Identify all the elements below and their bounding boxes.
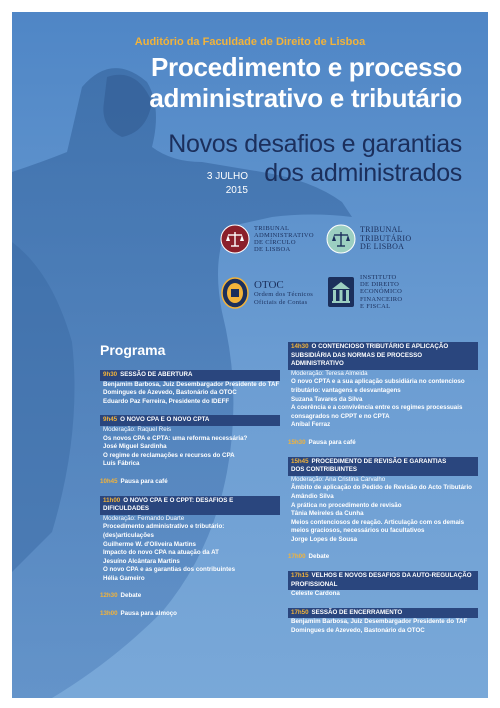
break-coffee-2 — [288, 439, 478, 448]
moderator: Moderação: Fernando Duarte — [103, 514, 185, 522]
otoc-text — [254, 280, 313, 305]
session-time: 17h50 — [291, 608, 309, 616]
session-cpa-cpta — [100, 415, 280, 469]
taf-seal-icon — [220, 224, 250, 254]
break-time: 13h00 — [100, 610, 118, 618]
event-date — [192, 170, 248, 198]
session-auto-regulacao — [288, 571, 478, 599]
session-title: VELHOS E NOVOS DESAFIOS DA AUTO-REGULAÇÃO — [311, 572, 472, 580]
debate-title: Debate — [308, 553, 330, 561]
speaker: Hélia Gameiro — [103, 574, 145, 582]
talk-title: Os novos CPA e CPTA: uma reforma necessária? — [103, 434, 248, 442]
speaker: Guilherme W. d'Oliveira Martins — [103, 540, 196, 548]
tt-line1: TRIBUNAL — [360, 225, 403, 235]
talk-title: tributário: vantagens e desvantagens — [291, 386, 401, 394]
talk-title: Procedimento administrativo e tributário: — [103, 523, 225, 531]
speaker: Luís Fábrica — [103, 460, 140, 468]
speaker: Jesuíno Alcântara Martins — [103, 557, 180, 565]
speaker: Amândio Silva — [291, 492, 334, 500]
session-title: O CONTENCIOSO TRIBUTÁRIO E APLICAÇÃO — [311, 343, 449, 350]
talk-title: O novo CPTA e a sua aplicação subsidiária no contencioso — [291, 378, 465, 386]
talk-title: (des)articulações — [103, 531, 154, 539]
session-time: 11h00 — [103, 496, 121, 504]
main-title-line2: administrativo e tributário — [149, 83, 462, 113]
programa-title: Programa — [100, 342, 166, 358]
session-cpa-cppt — [100, 496, 280, 584]
session-time: 15h45 — [291, 457, 309, 465]
logo-taf — [220, 224, 314, 254]
talk-title: Meios contenciosos de reação. Articulação com os demais — [291, 518, 465, 526]
otoc-seal-icon — [220, 276, 250, 310]
session-opening — [100, 370, 280, 406]
talk-title: O regime de reclamações e recursos do CPA — [103, 451, 235, 459]
talk-title: O novo CPA e as garantias dos contribuintes — [103, 566, 236, 574]
session-header — [288, 457, 478, 476]
main-title — [149, 52, 462, 114]
session-closing — [288, 608, 478, 636]
talk-title: Âmbito de aplicação do Pedido de Revisão do Acto Tributário — [291, 484, 472, 492]
subtitle-line1: Novos desafios e garantias — [168, 130, 462, 158]
session-title-cont: PROFISSIONAL — [291, 580, 338, 588]
moderator: Moderação: Ana Cristina Carvalho — [291, 475, 386, 483]
session-title: PROCEDIMENTO DE REVISÃO E GARANTIAS — [311, 457, 447, 465]
poster — [12, 12, 488, 698]
session-header — [288, 342, 478, 370]
logo-tt — [326, 224, 411, 254]
session-header — [100, 415, 280, 426]
break-title: Pausa para almoço — [120, 610, 177, 618]
debate-2 — [288, 553, 478, 562]
speaker: Tânia Meireles da Cunha — [291, 510, 364, 518]
talk-title: consagrados no CPPT e no CPTA — [291, 412, 390, 420]
speaker: Jorge Lopes de Sousa — [291, 535, 358, 543]
session-time: 9h45 — [103, 416, 118, 424]
taf-line4: DE LISBOA — [254, 246, 291, 254]
speaker: Celeste Cardona — [291, 590, 340, 598]
break-title: Pausa para café — [308, 438, 356, 446]
talk-title: A prática no procedimento de revisão — [291, 501, 402, 509]
speaker: Domingues de Azevedo, Bastonário da OTOC — [291, 627, 425, 635]
session-title: O NOVO CPA E O NOVO CPTA — [120, 416, 210, 424]
tt-seal-icon — [326, 224, 356, 254]
program-right-column — [288, 342, 478, 645]
break-coffee-1 — [100, 478, 280, 487]
subtitle-line2: dos administrados — [264, 159, 462, 187]
debate-1 — [100, 592, 280, 601]
session-header — [100, 370, 280, 381]
moderator: Moderação: Raquel Reis — [103, 425, 172, 433]
session-header — [288, 571, 478, 590]
session-title-cont: DOS CONTRIBUINTES — [291, 466, 358, 474]
ideff-line5: E FISCAL — [360, 302, 391, 310]
otoc-line2: Oficiais de Contas — [254, 298, 308, 306]
ideff-line1: INSTITUTO — [360, 274, 397, 281]
ideff-building-icon — [326, 275, 356, 309]
session-time: 9h30 — [103, 371, 118, 378]
taf-line1: TRIBUNAL — [254, 224, 290, 232]
speaker: Domingues de Azevedo, Bastonário da OTOC — [103, 389, 237, 397]
debate-time: 17h00 — [288, 553, 306, 561]
otoc-name: OTOC — [254, 279, 284, 292]
speaker: Eduardo Paz Ferreira, Presidente do IDEFF — [103, 397, 230, 405]
ideff-line2: DE DIREITO — [360, 281, 400, 289]
ideff-line4: FINANCEIRO — [360, 295, 403, 303]
session-title: SESSÃO DE ENCERRAMENTO — [311, 608, 403, 616]
break-lunch — [100, 610, 280, 619]
date-year: 2015 — [225, 185, 248, 196]
session-time: 14h30 — [291, 343, 309, 350]
ideff-line3: ECONÓMICO — [360, 288, 403, 296]
speaker: Aníbal Ferraz — [291, 421, 331, 429]
session-title-cont: SUBSIDIÁRIA DAS NORMAS DE PROCESSO ADMINISTRATIVO — [291, 351, 423, 368]
speaker: Suzana Tavares da Silva — [291, 395, 363, 403]
debate-title: Debate — [120, 592, 142, 600]
break-time: 15h30 — [288, 438, 306, 446]
session-title: SESSÃO DE ABERTURA — [120, 371, 193, 378]
debate-time: 12h30 — [100, 592, 118, 600]
tt-line2: TRIBUTÁRIO — [360, 233, 412, 243]
speaker: Benjamim Barbosa, Juiz Desembargador Presidente do TAF — [103, 380, 280, 388]
session-header — [100, 496, 280, 515]
taf-line2: ADMINISTRATIVO — [254, 231, 314, 239]
logo-ideff — [326, 274, 402, 310]
talk-title: Impacto do novo CPA na atuação da AT — [103, 549, 219, 557]
speaker: Benjamim Barbosa, Juiz Desembargador Presidente do TAF — [291, 618, 468, 626]
session-time: 17h15 — [291, 572, 309, 580]
talk-title: meios graciosos, necessários ou facultativos — [291, 527, 425, 535]
session-revisao — [288, 457, 478, 545]
ideff-name — [360, 274, 402, 310]
moderator: Moderação: Teresa Almeida — [291, 369, 368, 377]
date-day: 3 JULHO — [206, 171, 248, 182]
talk-title: A coerência e a convivência entre os regimes processuais — [291, 404, 463, 412]
break-title: Pausa para café — [120, 477, 168, 485]
venue: Auditório da Faculdade de Direito de Lisboa — [134, 36, 366, 48]
session-header — [288, 608, 478, 619]
otoc-line1: Ordem dos Técnicos — [254, 291, 314, 299]
session-title: O NOVO CPA E O CPPT: DESAFIOS E DIFICULDADES — [103, 496, 234, 513]
main-title-line1: Procedimento e processo — [151, 52, 462, 82]
logo-otoc — [220, 276, 313, 310]
program-left-column — [100, 370, 280, 628]
break-time: 10h45 — [100, 477, 118, 485]
session-contencioso — [288, 342, 478, 430]
tt-name — [360, 226, 411, 252]
tt-line3: DE LISBOA — [360, 242, 405, 252]
taf-line3: DE CÍRCULO — [254, 239, 296, 246]
taf-name — [254, 225, 314, 254]
speaker: José Miguel Sardinha — [103, 443, 167, 451]
